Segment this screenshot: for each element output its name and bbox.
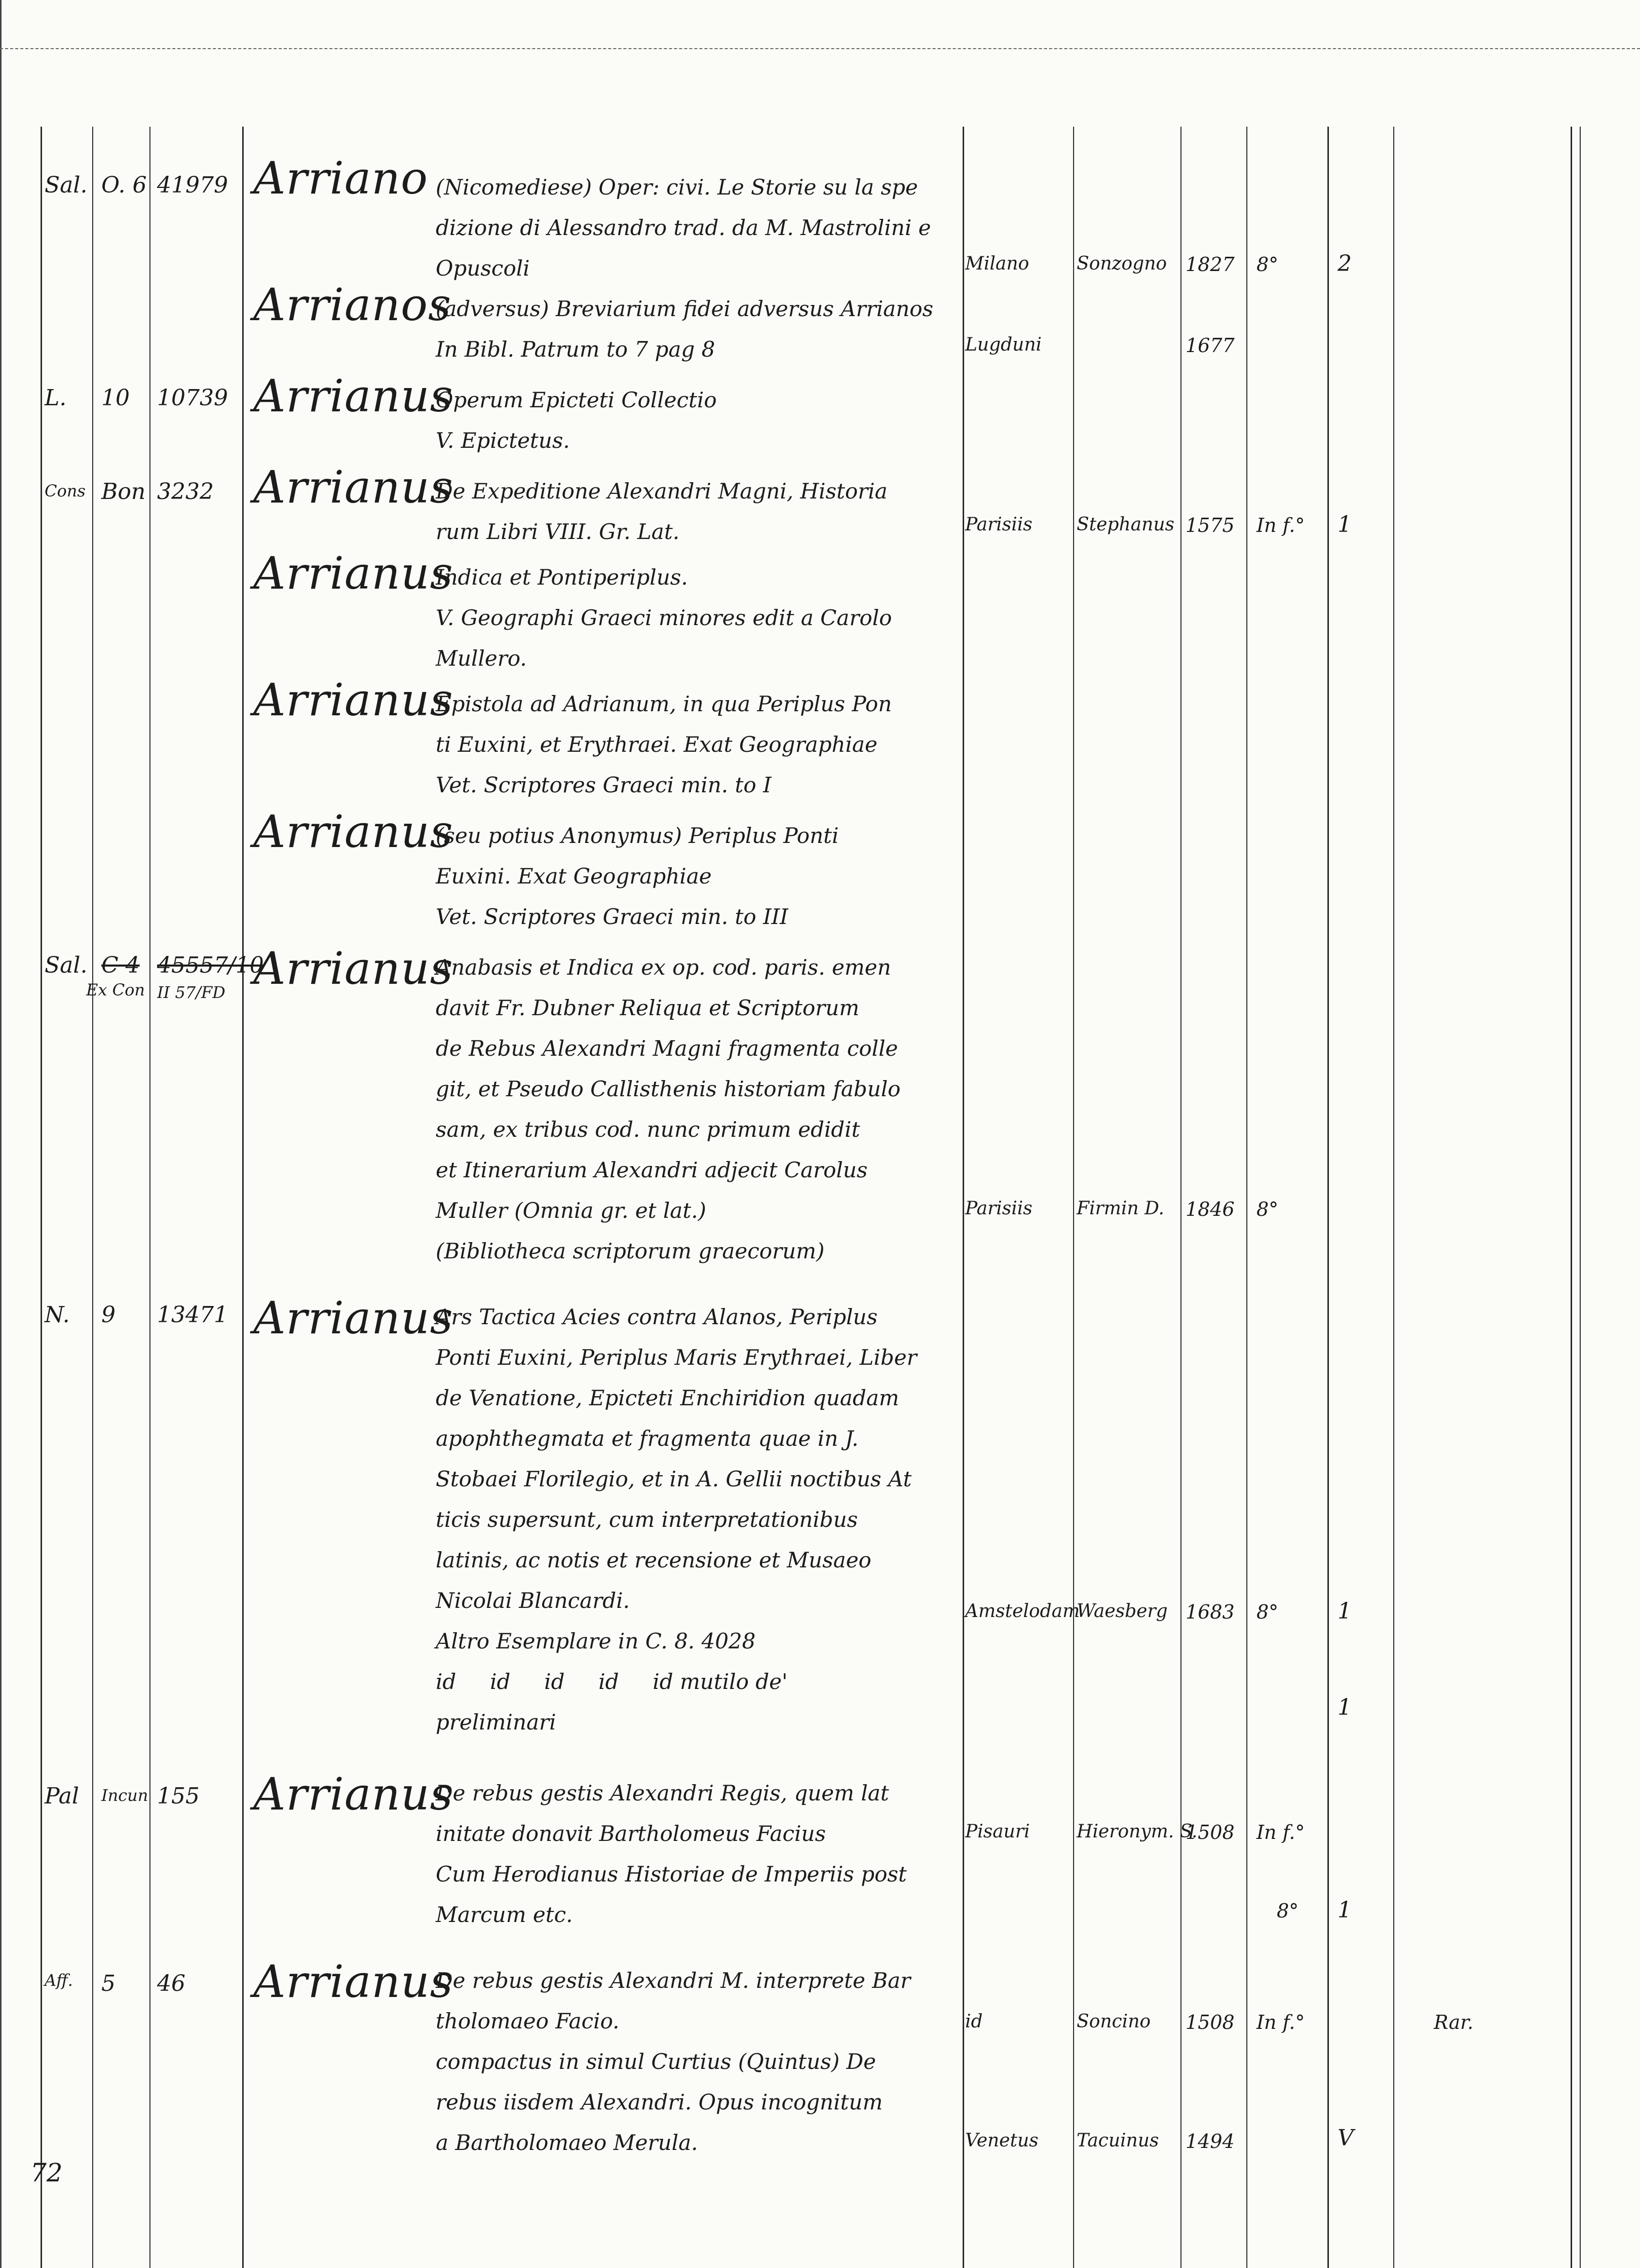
author-heading: Arrianus <box>253 370 453 422</box>
title-line: rebus iisdem Alexandri. Opus incognitum <box>436 2090 883 2115</box>
shelf-section: 5 <box>101 1971 116 1996</box>
place: Parisiis <box>965 514 1033 535</box>
title-line: De rebus gestis Alexandri Regis, quem lat <box>436 1781 889 1805</box>
year: 1846 <box>1186 1198 1235 1220</box>
title-line: Vet. Scriptores Graeci min. to I <box>436 773 772 797</box>
title-line: preliminari <box>436 1710 556 1735</box>
inventory-number: 13471 <box>157 1302 228 1328</box>
title-line: Nicolai Blancardi. <box>436 1588 630 1613</box>
title-line: rum Libri VIII. Gr. Lat. <box>436 519 680 544</box>
column-rule <box>1327 127 1329 2268</box>
shelf-section-alt: Ex Con <box>86 980 145 1000</box>
inventory-number: 10739 <box>157 385 228 411</box>
title-line: Muller (Omnia gr. et lat.) <box>436 1198 706 1223</box>
printer: Tacuinus <box>1077 2130 1159 2151</box>
title-line: Altro Esemplare in C. 8. 4028 <box>436 1629 756 1654</box>
column-rule <box>1571 127 1572 2268</box>
place: Parisiis <box>965 1198 1033 1219</box>
title-line: initate donavit Bartholomeus Facius <box>436 1821 826 1846</box>
title-line: In Bibl. Patrum to 7 pag 8 <box>436 337 715 362</box>
title-line: De rebus gestis Alexandri M. interprete Bar <box>436 1968 911 1993</box>
shelf-mark: Pal <box>45 1783 79 1809</box>
printer: Firmin D. <box>1077 1198 1165 1219</box>
shelf-mark: Cons <box>45 481 86 501</box>
shelf-mark: Sal. <box>45 172 88 198</box>
printer: Waesberg <box>1077 1601 1168 1622</box>
inventory-number: 155 <box>157 1783 200 1809</box>
title-line: V. Geographi Graeci minores edit a Carolo <box>436 605 892 630</box>
top-ruled-line <box>0 48 1640 49</box>
author-heading: Arrianus <box>253 1955 453 2008</box>
title-line: latinis, ac notis et recensione et Musaeo <box>436 1548 871 1572</box>
year: 1827 <box>1186 253 1235 276</box>
title-line: dizione di Alessandro trad. da M. Mastrolini e <box>436 215 931 240</box>
format: 8° <box>1256 253 1279 276</box>
author-heading: Arriano <box>253 152 428 204</box>
format: 8° <box>1277 1900 1299 1922</box>
title-line: (Bibliotheca scriptorum graecorum) <box>436 1239 825 1263</box>
format: 8° <box>1256 1198 1279 1220</box>
volumes: 1 <box>1338 1598 1352 1624</box>
inventory-number: 45557/10 <box>157 952 264 978</box>
title-line: De Expeditione Alexandri Magni, Historia <box>436 479 888 504</box>
printer: Hieronym. S. <box>1077 1821 1198 1842</box>
year: 1508 <box>1186 1821 1235 1843</box>
inventory-number: 3232 <box>157 479 214 505</box>
printer: Stephanus <box>1077 514 1174 535</box>
title-line: davit Fr. Dubner Reliqua et Scriptorum <box>436 995 860 1020</box>
column-rule <box>1180 127 1181 2268</box>
format: In f.° <box>1256 514 1305 536</box>
title-line: Anabasis et Indica ex op. cod. paris. emen <box>436 955 891 980</box>
format: In f.° <box>1256 2011 1305 2033</box>
author-heading: Arrianus <box>253 674 453 726</box>
printer: Sonzogno <box>1077 253 1167 274</box>
shelf-mark: L. <box>45 385 67 411</box>
title-line: ticis supersunt, cum interpretationibus <box>436 1507 858 1532</box>
shelf-section: Incun <box>101 1786 148 1805</box>
title-line: Vet. Scriptores Graeci min. to III <box>436 904 788 929</box>
place: Amstelodam <box>965 1601 1080 1622</box>
shelf-section: 10 <box>101 385 130 411</box>
title-line: Ars Tactica Acies contra Alanos, Periplus <box>436 1304 878 1329</box>
title-line: a Bartholomaeo Merula. <box>436 2130 698 2155</box>
place: id <box>965 2011 983 2032</box>
title-line: id id id id id mutilo de' <box>436 1669 788 1694</box>
inventory-number: 41979 <box>157 172 228 198</box>
title-line: git, et Pseudo Callisthenis historiam fabulo <box>436 1077 901 1101</box>
title-line: V. Epictetus. <box>436 428 570 453</box>
volumes: 2 <box>1338 251 1352 277</box>
title-line: ti Euxini, et Erythraei. Exat Geographiae <box>436 732 878 757</box>
shelf-section: 9 <box>101 1302 116 1328</box>
author-heading: Arrianus <box>253 1292 453 1344</box>
title-line: Ponti Euxini, Periplus Maris Erythraei, Liber <box>436 1345 917 1370</box>
title-line: Marcum etc. <box>436 1902 573 1927</box>
year: 1683 <box>1186 1601 1235 1623</box>
shelf-mark: N. <box>45 1302 70 1328</box>
inventory-number: 46 <box>157 1971 185 1996</box>
rarity-note: Rar. <box>1434 2011 1474 2033</box>
title-line: Operum Epicteti Collectio <box>436 388 717 412</box>
column-rule <box>242 127 244 2268</box>
title-line: de Venatione, Epicteti Enchiridion quadam <box>436 1386 899 1410</box>
year: 1494 <box>1186 2130 1235 2152</box>
title-line: Cum Herodianus Historiae de Imperiis post <box>436 1862 907 1887</box>
title-line: de Rebus Alexandri Magni fragmenta colle <box>436 1036 898 1061</box>
shelf-section: Bon <box>101 479 146 505</box>
printer: Soncino <box>1077 2011 1151 2032</box>
page-left-edge <box>0 0 2 2268</box>
shelf-section: O. 6 <box>101 172 147 198</box>
shelf-mark: Aff. <box>45 1971 73 1990</box>
title-line: et Itinerarium Alexandri adjecit Carolus <box>436 1158 868 1182</box>
author-heading: Arrianus <box>253 461 453 513</box>
year: 1508 <box>1186 2011 1235 2033</box>
format: 8° <box>1256 1601 1279 1623</box>
format: In f.° <box>1256 1821 1305 1843</box>
title-line: Euxini. Exat Geographiae <box>436 864 712 889</box>
shelf-mark: Sal. <box>45 952 88 978</box>
title-line: compactus in simul Curtius (Quintus) De <box>436 2049 876 2074</box>
volumes: 1 <box>1338 1897 1352 1923</box>
column-rule <box>1073 127 1074 2268</box>
title-line: Mullero. <box>436 646 527 671</box>
title-line: apophthegmata et fragmenta quae in J. <box>436 1426 859 1451</box>
volumes: 1 <box>1338 512 1352 537</box>
column-rule <box>92 127 93 2268</box>
author-heading: Arrianus <box>253 805 453 858</box>
title-line: tholomaeo Facio. <box>436 2009 620 2033</box>
title-line: Indica et Pontiperiplus. <box>436 565 688 590</box>
author-heading: Arrianus <box>253 1768 453 1820</box>
author-heading: Arrianus <box>253 547 453 599</box>
author-heading: Arrianos <box>253 279 452 331</box>
volumes: V <box>1338 2125 1354 2151</box>
column-rule <box>41 127 42 2268</box>
place: Milano <box>965 253 1029 274</box>
title-line: sam, ex tribus cod. nunc primum edidit <box>436 1117 860 1142</box>
year: 1575 <box>1186 514 1235 536</box>
title-line: (Nicomediese) Oper: civi. Le Storie su la spe <box>436 175 918 200</box>
year: 1677 <box>1186 334 1235 357</box>
title-line: Opuscoli <box>436 256 530 281</box>
place: Lugduni <box>965 334 1042 355</box>
title-line: (seu potius Anonymus) Periplus Ponti <box>436 823 839 848</box>
column-rule <box>149 127 150 2268</box>
place: Venetus <box>965 2130 1039 2151</box>
shelf-section: C 4 <box>101 952 140 978</box>
title-line: Epistola ad Adrianum, in qua Periplus Pon <box>436 691 892 716</box>
column-rule <box>1580 127 1581 2268</box>
column-rule <box>1393 127 1394 2268</box>
place: Pisauri <box>965 1821 1030 1842</box>
column-rule <box>1246 127 1247 2268</box>
inventory-number-alt: II 57/FD <box>157 983 225 1002</box>
title-line: Stobaei Florilegio, et in A. Gellii noctibus At <box>436 1467 912 1491</box>
volumes: 1 <box>1338 1695 1352 1720</box>
title-line: (adversus) Breviarium fidei adversus Arrianos <box>436 296 934 321</box>
author-heading: Arrianus <box>253 942 453 994</box>
page-number: 72 <box>30 2158 63 2187</box>
